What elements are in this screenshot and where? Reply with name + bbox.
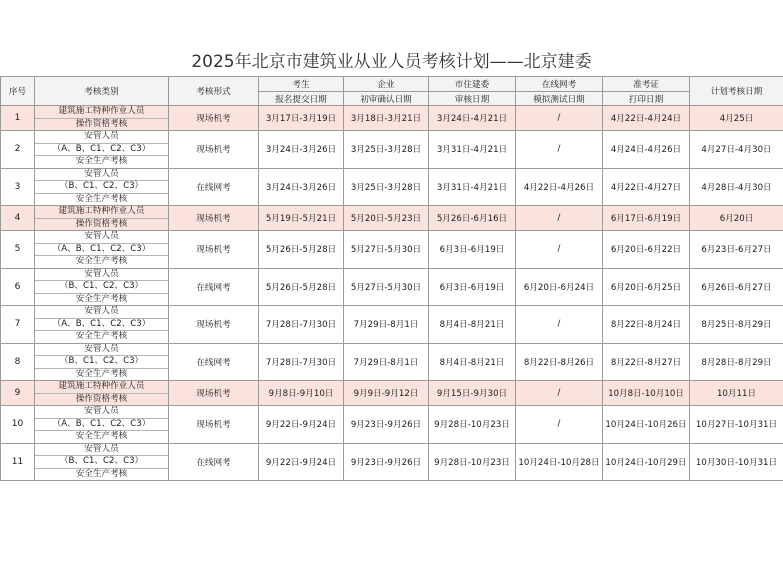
cell-print-date: 10月24日-10月29日 <box>603 443 690 481</box>
category-line: 安管人员 <box>84 268 119 279</box>
table-row <box>1 168 783 206</box>
cell-exam-date: 8月28日-8月29日 <box>690 343 783 381</box>
category-line: （B、C1、C2、C3） <box>35 455 168 468</box>
cell-form: 现场机考 <box>169 106 259 131</box>
cell-submit-date: 5月26日-5月28日 <box>259 231 344 269</box>
cell-category <box>35 106 169 131</box>
cell-form: 在线网考 <box>169 268 259 306</box>
cell-confirm-date: 9月9日-9月12日 <box>344 381 429 406</box>
cell-submit-date: 3月17日-3月19日 <box>259 106 344 131</box>
cell-index: 7 <box>1 306 35 344</box>
cell-category <box>35 206 169 231</box>
cell-form: 现场机考 <box>169 381 259 406</box>
cell-exam-date: 4月28日-4月30日 <box>690 168 783 206</box>
category-line: 安管人员 <box>84 306 119 316</box>
cell-exam-date: 6月23日-6月27日 <box>690 231 783 269</box>
cell-mock-date: / <box>516 206 603 231</box>
cell-exam-date: 6月20日 <box>690 206 783 231</box>
cell-index: 3 <box>1 168 35 206</box>
cell-confirm-date: 7月29日-8月1日 <box>344 343 429 381</box>
category-line: 操作资格考核 <box>35 118 168 131</box>
cell-index: 11 <box>1 443 35 481</box>
header-company: 企业 <box>344 77 429 92</box>
cell-submit-date: 7月28日-7月30日 <box>259 343 344 381</box>
header-candidate: 考生 <box>259 77 344 92</box>
header-mock-date: 模拟测试日期 <box>516 92 603 106</box>
cell-index: 10 <box>1 406 35 444</box>
cell-mock-date: 4月22日-4月26日 <box>516 168 603 206</box>
category-line: （B、C1、C2、C3） <box>35 280 168 293</box>
cell-mock-date: / <box>516 381 603 406</box>
cell-confirm-date: 3月25日-3月28日 <box>344 131 429 169</box>
cell-confirm-date: 3月18日-3月21日 <box>344 106 429 131</box>
cell-index: 6 <box>1 268 35 306</box>
cell-exam-date: 10月11日 <box>690 381 783 406</box>
cell-index: 5 <box>1 231 35 269</box>
cell-print-date: 10月8日-10月10日 <box>603 381 690 406</box>
cell-category <box>35 443 169 481</box>
cell-category <box>35 306 169 344</box>
cell-form: 在线网考 <box>169 443 259 481</box>
cell-form: 现场机考 <box>169 206 259 231</box>
cell-review-date: 6月3日-6月19日 <box>429 268 516 306</box>
table-row <box>1 443 783 481</box>
cell-exam-date: 10月27日-10月31日 <box>690 406 783 444</box>
cell-print-date: 6月20日-6月22日 <box>603 231 690 269</box>
category-line: 安全生产考核 <box>35 368 168 381</box>
cell-mock-date: 8月22日-8月26日 <box>516 343 603 381</box>
cell-confirm-date: 7月29日-8月1日 <box>344 306 429 344</box>
header-form: 考核形式 <box>169 77 259 106</box>
cell-review-date: 3月31日-4月21日 <box>429 168 516 206</box>
header-print-date: 打印日期 <box>603 92 690 106</box>
cell-confirm-date: 5月27日-5月30日 <box>344 268 429 306</box>
header-index: 序号 <box>1 77 35 106</box>
category-line: 安全生产考核 <box>35 430 168 443</box>
cell-mock-date: / <box>516 406 603 444</box>
cell-submit-date: 5月19日-5月21日 <box>259 206 344 231</box>
table-row <box>1 306 783 344</box>
category-line: 安管人员 <box>84 131 119 141</box>
cell-print-date: 8月22日-8月27日 <box>603 343 690 381</box>
cell-confirm-date: 9月23日-9月26日 <box>344 443 429 481</box>
category-line: 安全生产考核 <box>35 193 168 206</box>
cell-review-date: 5月26日-6月16日 <box>429 206 516 231</box>
header-commission: 市住建委 <box>429 77 516 92</box>
cell-print-date: 8月22日-8月24日 <box>603 306 690 344</box>
category-line: 安全生产考核 <box>35 155 168 168</box>
cell-category <box>35 131 169 169</box>
category-line: 安管人员 <box>84 168 119 179</box>
cell-index: 2 <box>1 131 35 169</box>
cell-print-date: 4月22日-4月27日 <box>603 168 690 206</box>
cell-exam-date: 4月27日-4月30日 <box>690 131 783 169</box>
cell-confirm-date: 5月20日-5月23日 <box>344 206 429 231</box>
table-row <box>1 231 783 269</box>
table-header <box>1 77 783 106</box>
schedule-sheet <box>0 48 783 481</box>
cell-exam-date: 10月30日-10月31日 <box>690 443 783 481</box>
cell-mock-date: / <box>516 131 603 169</box>
cell-index: 1 <box>1 106 35 131</box>
category-line: 安全生产考核 <box>35 468 168 481</box>
cell-category <box>35 343 169 381</box>
category-line: 操作资格考核 <box>35 218 168 231</box>
cell-category <box>35 168 169 206</box>
cell-confirm-date: 3月25日-3月28日 <box>344 168 429 206</box>
schedule-table <box>0 76 783 481</box>
header-submit-date: 报名提交日期 <box>259 92 344 106</box>
cell-form: 在线网考 <box>169 343 259 381</box>
header-exam-date: 计划考核日期 <box>690 77 783 106</box>
cell-review-date: 9月28日-10月23日 <box>429 443 516 481</box>
table-row <box>1 268 783 306</box>
cell-form: 现场机考 <box>169 131 259 169</box>
category-line: 建筑施工特种作业人员 <box>58 381 145 391</box>
cell-mock-date: 10月24日-10月28日 <box>516 443 603 481</box>
table-row <box>1 381 783 406</box>
cell-mock-date: 6月20日-6月24日 <box>516 268 603 306</box>
cell-form: 现场机考 <box>169 231 259 269</box>
cell-submit-date: 3月24日-3月26日 <box>259 131 344 169</box>
header-online: 在线网考 <box>516 77 603 92</box>
cell-submit-date: 9月8日-9月10日 <box>259 381 344 406</box>
cell-mock-date: / <box>516 231 603 269</box>
category-line: 安全生产考核 <box>35 330 168 343</box>
table-row <box>1 106 783 131</box>
cell-form: 在线网考 <box>169 168 259 206</box>
category-line: 建筑施工特种作业人员 <box>58 106 145 116</box>
cell-review-date: 3月24日-4月21日 <box>429 106 516 131</box>
cell-print-date: 4月24日-4月26日 <box>603 131 690 169</box>
header-confirm-date: 初审确认日期 <box>344 92 429 106</box>
category-line: （A、B、C1、C2、C3） <box>35 243 168 256</box>
cell-category <box>35 231 169 269</box>
table-body <box>1 106 783 481</box>
cell-index: 4 <box>1 206 35 231</box>
cell-print-date: 10月24日-10月26日 <box>603 406 690 444</box>
cell-mock-date: / <box>516 306 603 344</box>
cell-review-date: 6月3日-6月19日 <box>429 231 516 269</box>
cell-category <box>35 381 169 406</box>
cell-submit-date: 9月22日-9月24日 <box>259 406 344 444</box>
category-line: （B、C1、C2、C3） <box>35 180 168 193</box>
category-line: 建筑施工特种作业人员 <box>58 206 145 216</box>
cell-index: 8 <box>1 343 35 381</box>
category-line: 操作资格考核 <box>35 393 168 406</box>
cell-review-date: 8月4日-8月21日 <box>429 306 516 344</box>
cell-review-date: 3月31日-4月21日 <box>429 131 516 169</box>
category-line: （A、B、C1、C2、C3） <box>35 318 168 331</box>
header-review-date: 审核日期 <box>429 92 516 106</box>
category-line: 安管人员 <box>84 343 119 354</box>
cell-submit-date: 7月28日-7月30日 <box>259 306 344 344</box>
cell-review-date: 9月15日-9月30日 <box>429 381 516 406</box>
cell-submit-date: 5月26日-5月28日 <box>259 268 344 306</box>
category-line: （B、C1、C2、C3） <box>35 355 168 368</box>
cell-exam-date: 4月25日 <box>690 106 783 131</box>
cell-index: 9 <box>1 381 35 406</box>
category-line: 安管人员 <box>84 406 119 416</box>
cell-form: 现场机考 <box>169 306 259 344</box>
cell-review-date: 8月4日-8月21日 <box>429 343 516 381</box>
cell-print-date: 4月22日-4月24日 <box>603 106 690 131</box>
cell-form: 现场机考 <box>169 406 259 444</box>
table-row <box>1 406 783 444</box>
category-line: 安管人员 <box>84 443 119 454</box>
category-line: 安全生产考核 <box>35 293 168 306</box>
table-row <box>1 343 783 381</box>
cell-category <box>35 406 169 444</box>
category-line: （A、B、C1、C2、C3） <box>35 143 168 156</box>
cell-review-date: 9月28日-10月23日 <box>429 406 516 444</box>
category-line: 安管人员 <box>84 231 119 241</box>
cell-mock-date: / <box>516 106 603 131</box>
cell-print-date: 6月20日-6月25日 <box>603 268 690 306</box>
cell-confirm-date: 9月23日-9月26日 <box>344 406 429 444</box>
page-title: 2025年北京市建筑业从业人员考核计划——北京建委 <box>191 52 592 72</box>
table-row <box>1 206 783 231</box>
category-line: （A、B、C1、C2、C3） <box>35 418 168 431</box>
cell-print-date: 6月17日-6月19日 <box>603 206 690 231</box>
cell-confirm-date: 5月27日-5月30日 <box>344 231 429 269</box>
category-line: 安全生产考核 <box>35 255 168 268</box>
cell-category <box>35 268 169 306</box>
table-row <box>1 131 783 169</box>
cell-exam-date: 6月26日-6月27日 <box>690 268 783 306</box>
header-ticket: 准考证 <box>603 77 690 92</box>
header-category: 考核类别 <box>35 77 169 106</box>
cell-submit-date: 9月22日-9月24日 <box>259 443 344 481</box>
cell-submit-date: 3月24日-3月26日 <box>259 168 344 206</box>
cell-exam-date: 8月25日-8月29日 <box>690 306 783 344</box>
